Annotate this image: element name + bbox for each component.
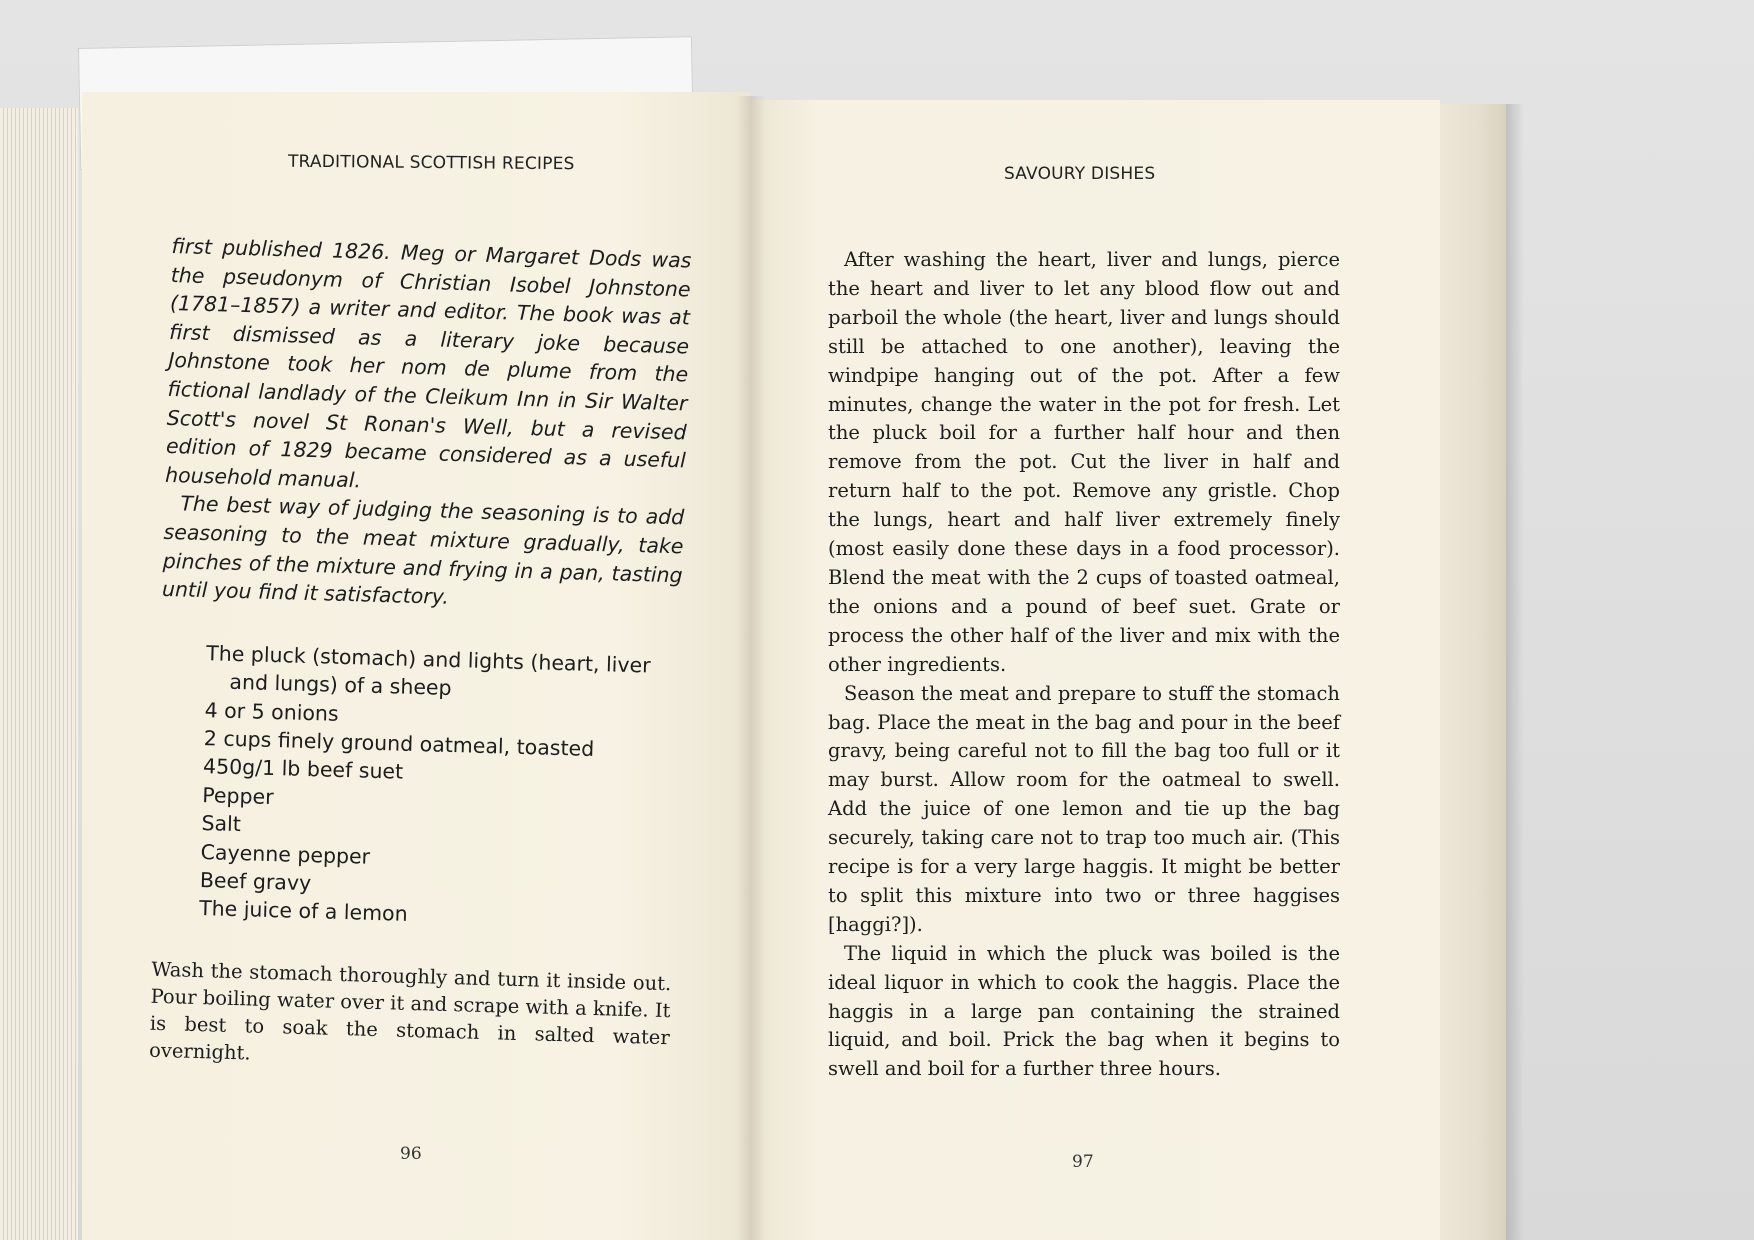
left-page-number: 96 — [400, 1144, 422, 1164]
method-paragraph: Season the meat and prepare to stuff the stomach bag. Place the meat in the bag and pour in the beef gravy, being careful not to fill the bag too full or it may burst. Allow room for the oatmeal to swell. Add the juice of one lemon and tie up the bag securely, taking care not to trap too much air. (This recipe is for a very large haggis. It might be better to split this mixture into two or three haggises [haggi?]). — [828, 681, 1340, 936]
ingredient-item: The pluck (stomach) and lights (heart, liver and lungs) of a sheep — [205, 640, 651, 701]
ingredient-item: Pepper — [201, 782, 274, 809]
ingredient-item: Beef gravy — [199, 868, 312, 896]
right-page-number: 97 — [1072, 1152, 1094, 1172]
intro-paragraph: first published 1826. Meg or Margaret Dods was the pseudonym of Christian Isobel Johnstone (1781–1857) a writer and editor. The book was at first dismissed as a literary joke because Johnstone took her nom de plume from the fictional landlady of the Cleikum Inn in Sir Walter Scott's novel St Ronan's Well, but a revised edition of 1829 became considered as a useful household manual. — [164, 233, 692, 493]
ingredient-list — [199, 639, 681, 936]
method-paragraph: The liquid in which the pluck was boiled is the ideal liquor in which to cook the haggis. Place the haggis in a large pan containing the strained liquid, and boil. Prick the bag when it begins to swell and boil for a further three hours. — [828, 941, 1340, 1081]
left-page-body — [149, 232, 692, 1078]
ingredient-item: The juice of a lemon — [198, 896, 408, 927]
method-paragraph: After washing the heart, liver and lungs, pierce the heart and liver to let any blood flow out and parboil the whole (the heart, liver and lungs should still be attached to one another), leaving the windpipe hanging out of the pot. After a few minutes, change the water in the pot for fresh. Let the pluck boil for a further half hour and then remove from the pot. Cut the liver in half and return half to the pot. Remove any gristle. Chop the lungs, heart and half liver extremely finely (most easily done these days in a food processor). Blend the meat with the 2 cups of toasted oatmeal, the onions and a pound of beef suet. Grate or process the other half of the liver and mix with the other ingredients. — [828, 248, 1340, 676]
right-page-body — [828, 246, 1340, 1084]
left-page-edges — [0, 108, 78, 1240]
book-gutter — [736, 96, 766, 1240]
ingredient-item: Salt — [201, 811, 242, 837]
method-paragraph: Wash the stomach thoroughly and turn it inside out. Pour boiling water over it and scrape with a knife. It is best to soak the stomach in salted water overnight. — [148, 957, 672, 1065]
ingredient-item: 4 or 5 onions — [204, 697, 340, 726]
ingredient-item: Cayenne pepper — [200, 839, 371, 869]
right-edge-shadow — [1506, 104, 1524, 1240]
right-running-head: SAVOURY DISHES — [1004, 164, 1156, 184]
ingredient-item: 450g/1 lb beef suet — [202, 754, 404, 785]
ingredient-item: 2 cups finely ground oatmeal, toasted — [203, 726, 595, 761]
intro-text — [162, 232, 692, 618]
right-page-edges — [1436, 104, 1506, 1240]
left-running-head: TRADITIONAL SCOTTISH RECIPES — [287, 151, 575, 175]
intro-paragraph: The best way of judging the seasoning is to add seasoning to the meat mixture gradually, take pinches of the mixture and frying in a pan, tasting until you find it satisfactory. — [161, 491, 685, 609]
